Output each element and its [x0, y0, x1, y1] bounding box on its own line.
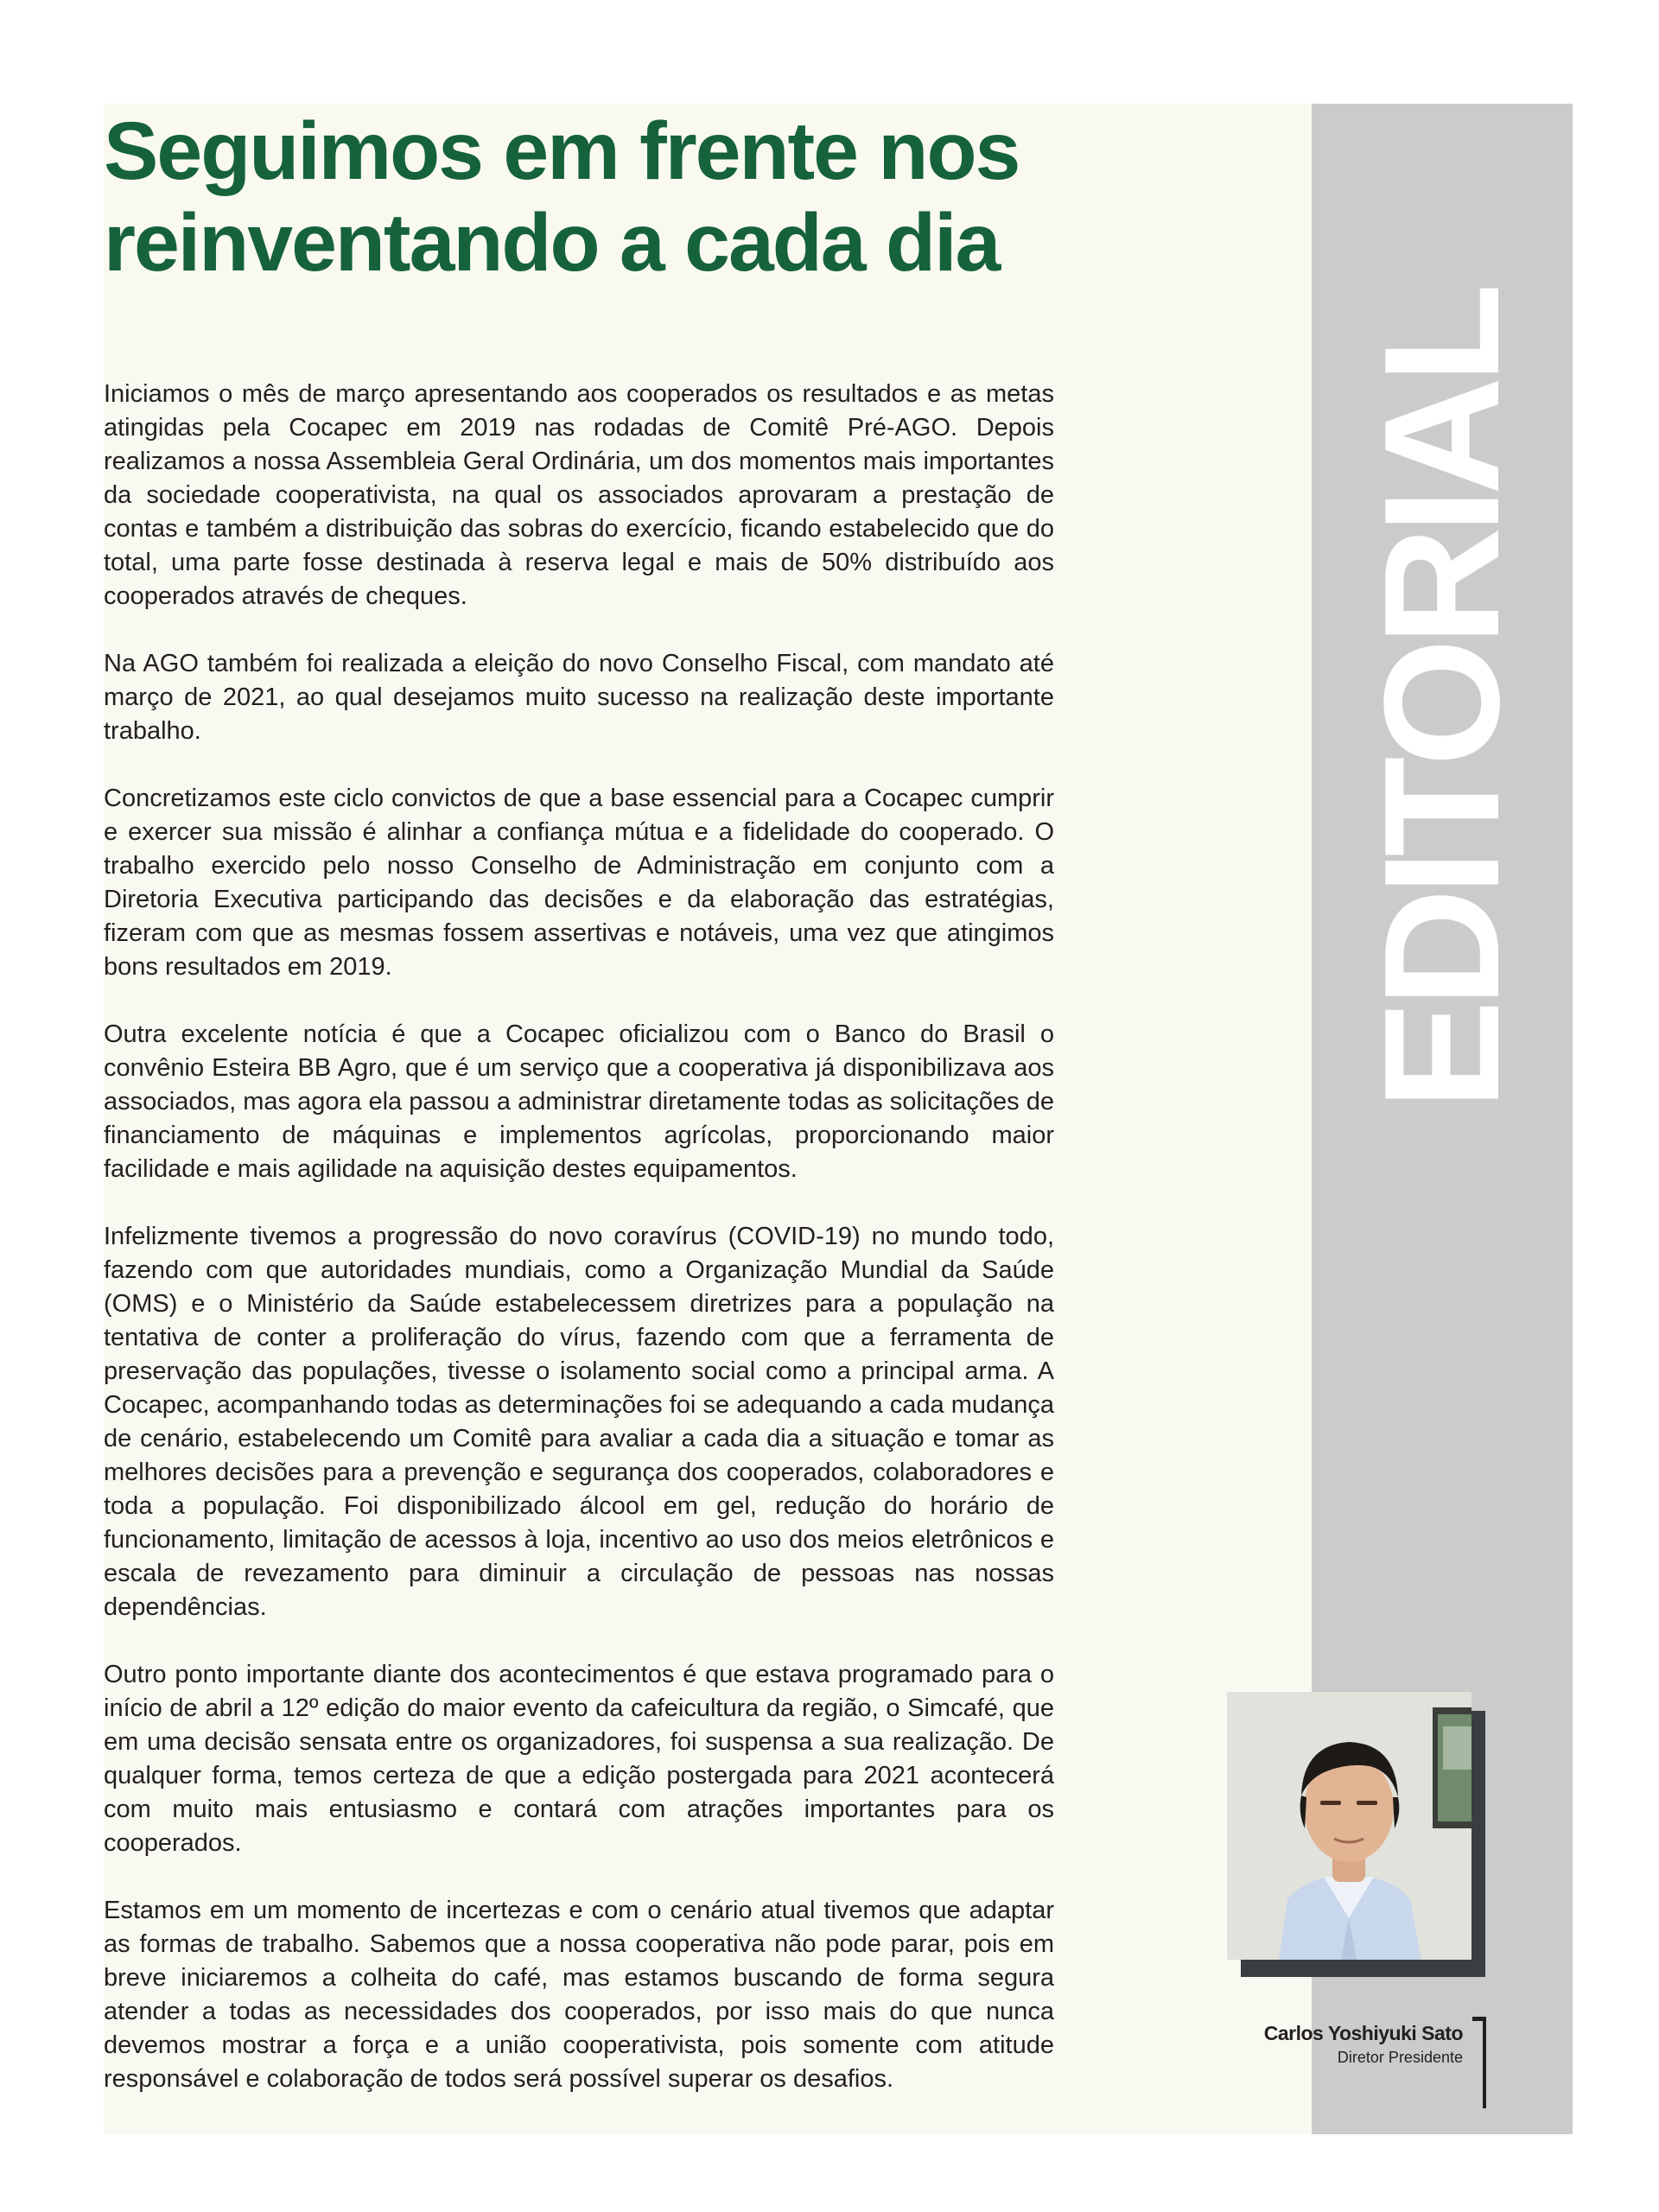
section-label: EDITORIAL	[1351, 289, 1534, 1110]
headline-line-2: reinventando a cada dia	[104, 197, 1000, 289]
author-name: Carlos Yoshiyuki Sato	[1263, 2022, 1463, 2044]
headline-line-1: Seguimos em frente nos	[104, 105, 1020, 197]
paragraph: Outra excelente notícia é que a Cocapec oficializou com o Banco do Brasil o convênio Esteira BB Agro, que é um serviço que a cooperativa já disponibilizava aos associados, mas agora ela passou a administrar diretamente todas as solicitações de financiamento de máquinas e implementos agrícolas, proporcionando maior facilidade e mais agilidade na aquisição destes equipamentos.	[104, 1020, 1054, 1183]
author-photo	[1227, 1692, 1471, 1960]
paragraph: Na AGO também foi realizada a eleição do novo Conselho Fiscal, com mandato até março de 2021, ao qual desejamos muito sucesso na realização deste importante trabalho.	[104, 650, 1054, 745]
paragraph: Infelizmente tivemos a progressão do novo coravírus (COVID-19) no mundo todo, fazendo com que autoridades mundiais, como a Organização Mundial da Saúde (OMS) e o Ministério da Saúde estabelecessem diretrizes para a população na tentativa de conter a proliferação do vírus, fazendo com que a ferramenta de preservação das populações, tivesse o isolamento social como a principal arma. A Cocapec, acompanhando todas as determinações foi se adequando a cada mudança de cenário, estabelecendo um Comitê para avaliar a cada dia a situação e tomar as melhores decisões para a prevenção e segurança dos cooperados, colaboradores e toda a população. Foi disponibilizado álcool em gel, redução do horário de funcionamento, limitação de acessos à loja, incentivo ao uso dos meios eletrônicos e escala de revezamento para diminuir a circulação de pessoas nas nossas dependências.	[104, 1223, 1054, 1621]
paragraph: Concretizamos este ciclo convictos de que a base essencial para a Cocapec cumprir e exercer sua missão é alinhar a confiança mútua e a fidelidade do cooperado. O trabalho exercido pelo nosso Conselho de Administração em conjunto com a Diretoria Executiva participando das decisões e da elaboração das estratégias, fizeram com que as mesmas fossem assertivas e notáveis, uma vez que atingimos bons resultados em 2019.	[104, 785, 1054, 981]
author-portrait-illustration	[1227, 1692, 1471, 1960]
signature-bracket-side	[1483, 2017, 1486, 2108]
paragraph: Estamos em um momento de incertezas e com o cenário atual tivemos que adaptar as formas de trabalho. Sabemos que a nossa cooperativa não pode parar, pois em breve iniciaremos a colheita do café, mas estamos buscando de forma segura atender a todas as necessidades dos cooperados, por isso mais do que nunca devemos mostrar a força e a união cooperativista, pois somente com atitude responsável e colaboração de todos será possível superar os desafios.	[104, 1897, 1054, 2093]
page-title	[104, 105, 1227, 289]
paragraph: Outro ponto importante diante dos acontecimentos é que estava programado para o início de abril a 12º edição do maior evento da cafeicultura da região, o Simcafé, que em uma decisão sensata entre os organizadores, foi suspensa a sua realização. De qualquer forma, temos certeza de que a edição postergada para 2021 acontecerá com muito mais entusiasmo e contará com atrações importantes para os cooperados.	[104, 1661, 1054, 1857]
paragraph: Iniciamos o mês de março apresentando aos cooperados os resultados e as metas atingidas pela Cocapec em 2019 nas rodadas de Comitê Pré-AGO. Depois realizamos a nossa Assembleia Geral Ordinária, um dos momentos mais importantes da sociedade cooperativista, na qual os associados aprovaram a prestação de contas e também a distribuição das sobras do exercício, ficando estabelecido que do total, uma parte fosse destinada à reserva legal e mais de 50% distribuído aos cooperados através de cheques.	[104, 380, 1054, 610]
article-body	[104, 378, 1054, 2130]
author-title: Diretor Presidente	[1337, 2049, 1463, 2066]
author-signature	[1123, 2020, 1463, 2069]
